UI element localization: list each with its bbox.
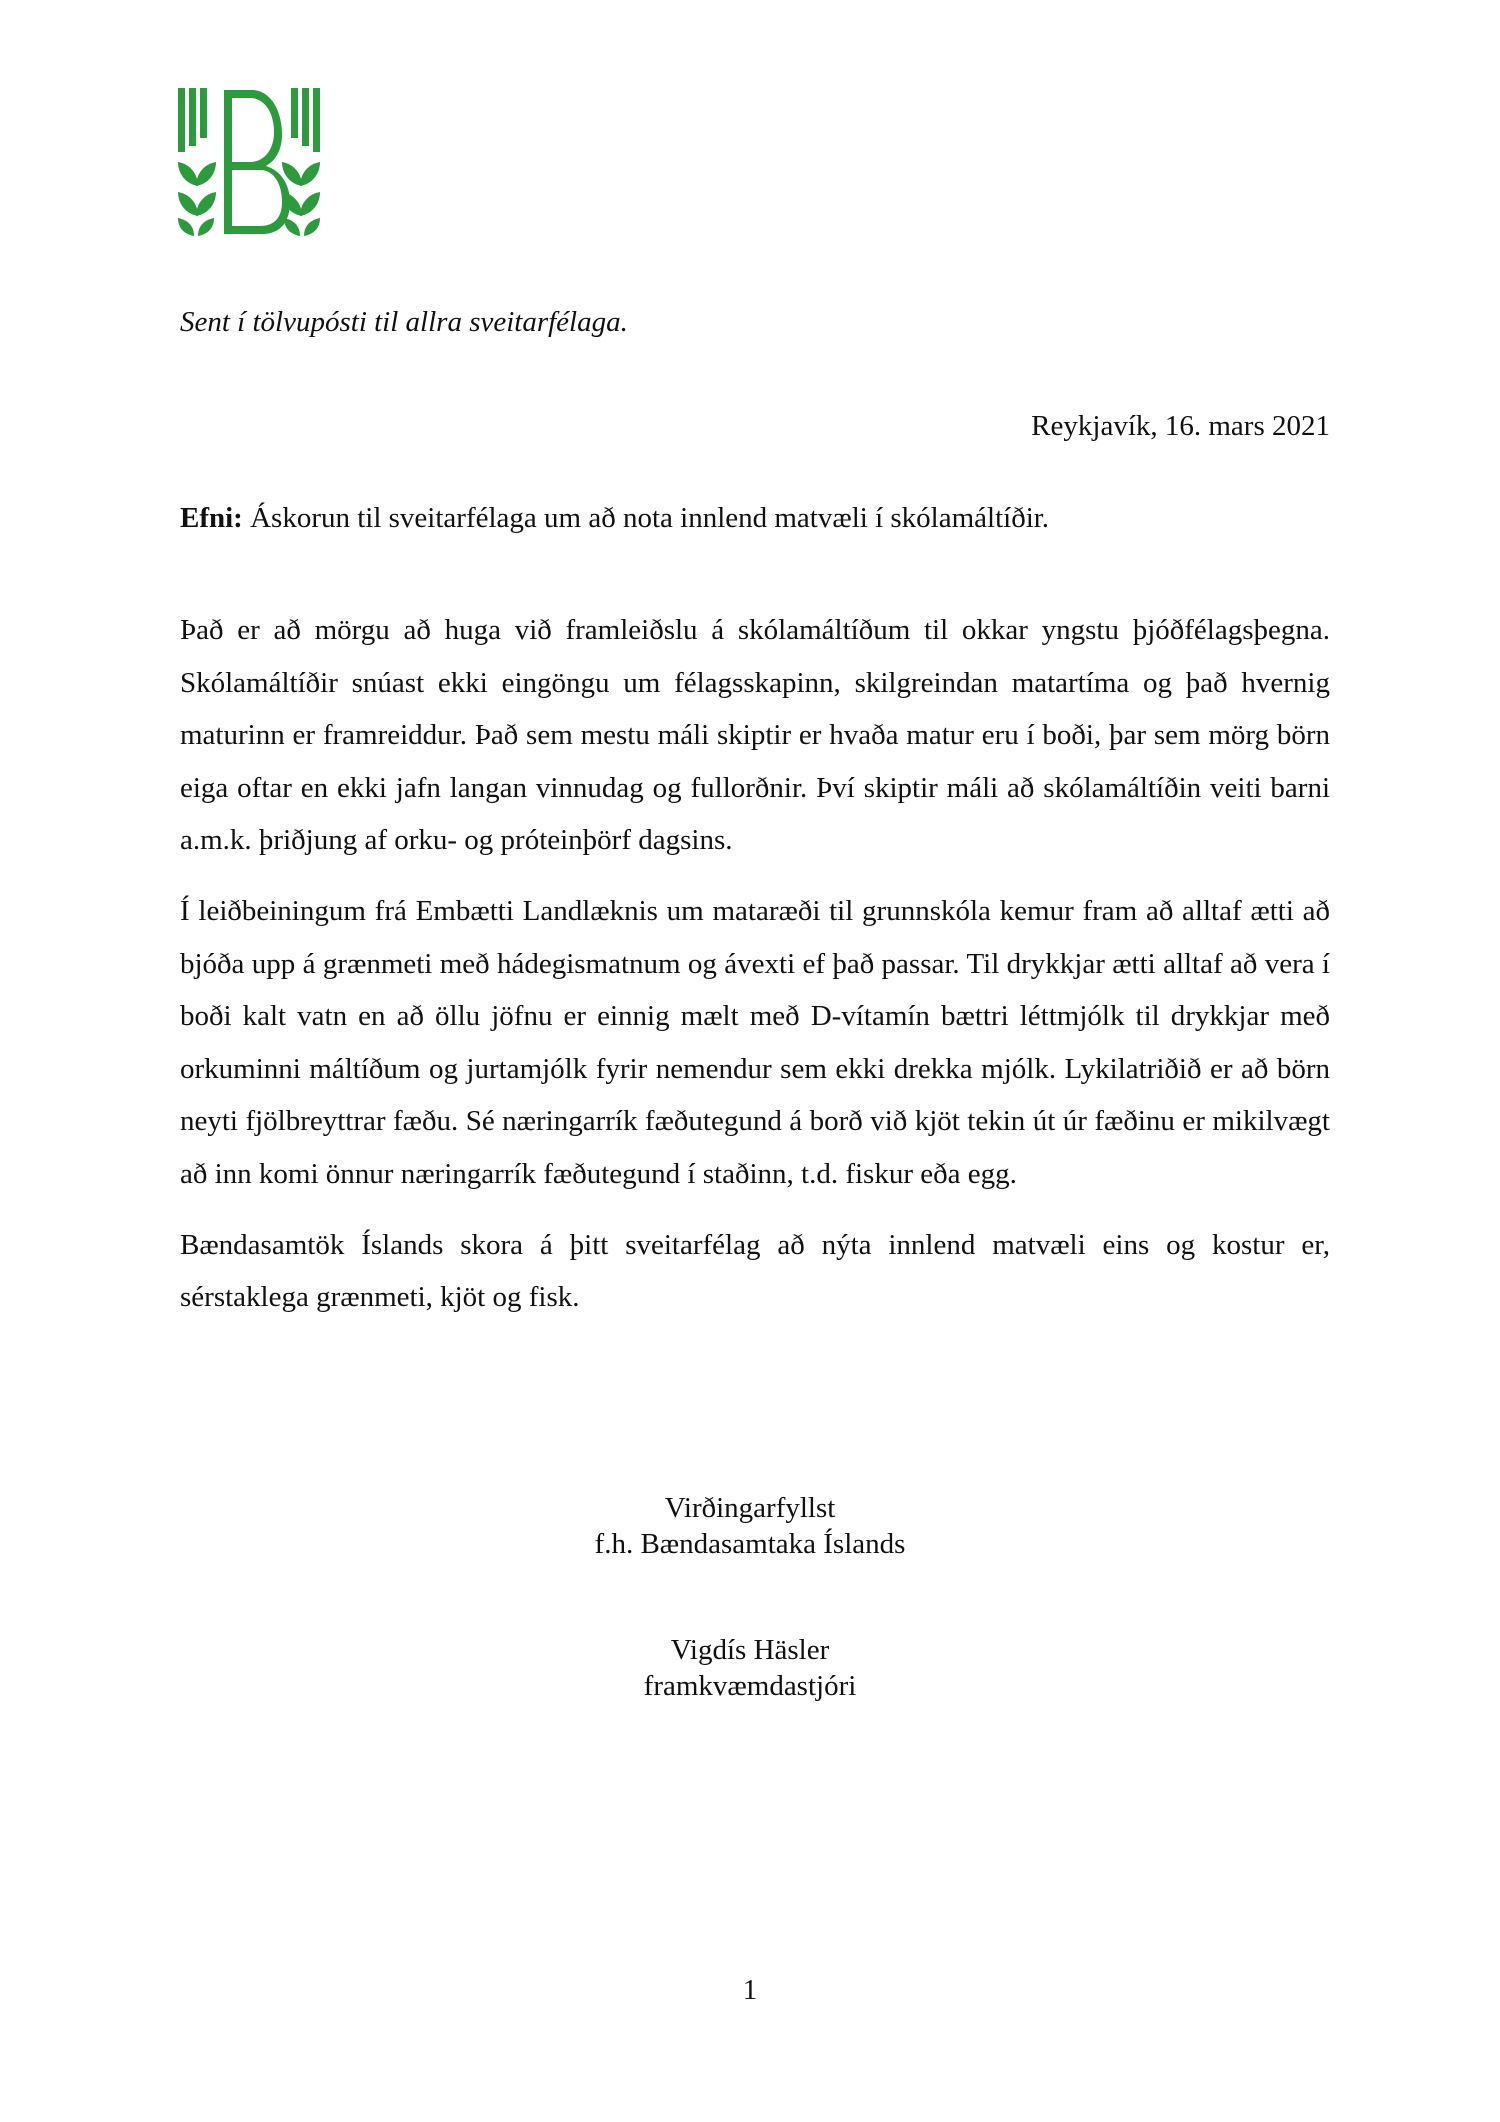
intro-line: Sent í tölvupósti til allra sveitarfélaga. [180, 306, 628, 338]
closing-greeting-block [0, 1490, 1500, 1562]
wheat-b-logo-icon [176, 88, 322, 236]
letter-body [180, 604, 1330, 1342]
signature-block [0, 1632, 1500, 1704]
letter-date: Reykjavík, 16. mars 2021 [1031, 410, 1330, 442]
subject-line [180, 502, 1049, 535]
closing-greeting: Virðingarfyllst [664, 1492, 836, 1524]
closing-on-behalf: f.h. Bændasamtaka Íslands [594, 1528, 906, 1560]
subject-label: Efni: [180, 502, 243, 534]
body-paragraph: Það er að mörgu að huga við framleiðslu á skólamáltíðum til okkar yngstu þjóðfélagsþegna. Skólamáltíðir snúast ekki eingöngu um félagsskapinn, skilgreindan matartíma og það hvernig maturinn er framreiddur. Það sem mestu máli skiptir er hvaða matur eru í boði, þar sem mörg börn eiga oftar en ekki jafn langan vinnudag og fullorðnir. Því skiptir máli að skólamáltíðin veiti barni a.m.k. þriðjung af orku- og próteinþörf dagsins. [180, 614, 1330, 857]
signer-name: Vigdís Häsler [670, 1634, 830, 1666]
subject-text: Áskorun til sveitarfélaga um að nota innlend matvæli í skólamáltíðir. [242, 502, 1050, 534]
page-number: 1 [742, 1974, 758, 2006]
body-paragraph: Í leiðbeiningum frá Embætti Landlæknis um mataræði til grunnskóla kemur fram að alltaf ætti að bjóða upp á grænmeti með hádegismatnum og ávexti ef það passar. Til drykkjar ætti alltaf að vera í boði kalt vatn en að öllu jöfnu er einnig mælt með D-vítamín bættri léttmjólk til drykkjar með orkuminni máltíðum og jurtamjólk fyrir nemendur sem ekki drekka mjólk. Lykilatriðið er að börn neyti fjölbreyttrar fæðu. Sé næringarrík fæðutegund á borð við kjöt tekin út úr fæðinu er mikilvægt að inn komi önnur næringarrík fæðutegund í staðinn, t.d. fiskur eða egg. [180, 894, 1330, 1190]
body-paragraph: Bændasamtök Íslands skora á þitt sveitarfélag að nýta innlend matvæli eins og kostur er, sérstaklega grænmeti, kjöt og fisk. [180, 1228, 1330, 1314]
signer-title: framkvæmdastjóri [643, 1670, 857, 1702]
